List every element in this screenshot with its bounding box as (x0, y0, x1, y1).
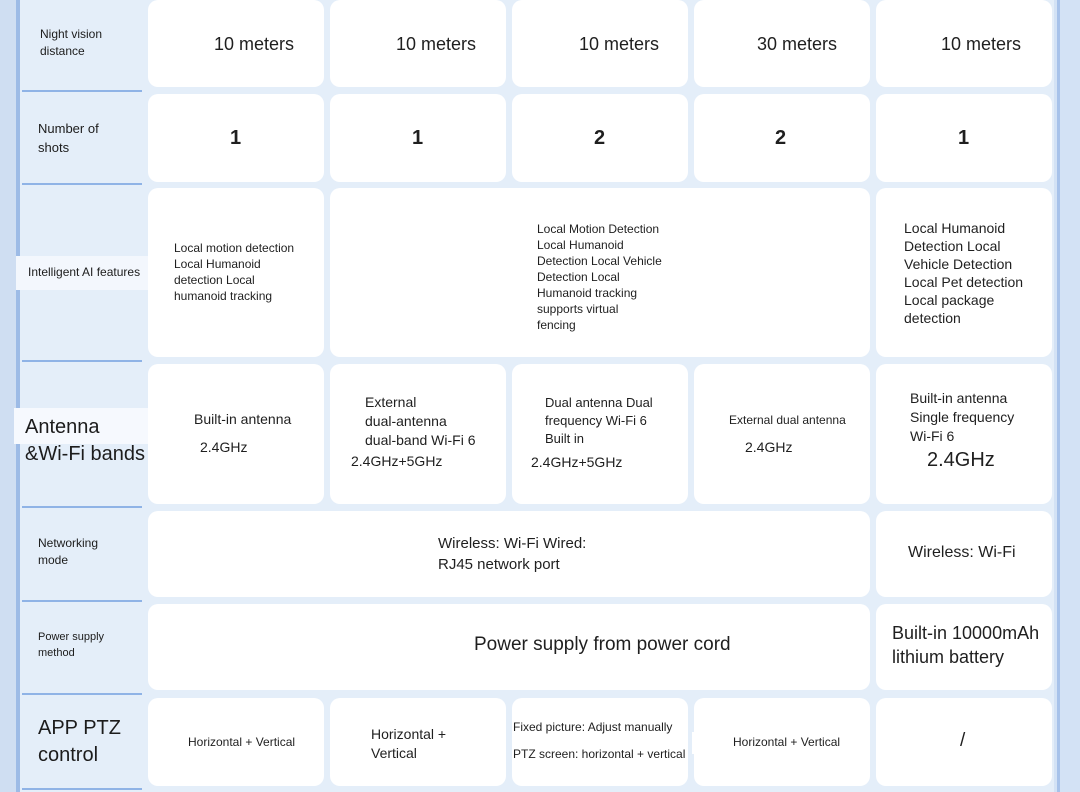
shots-cell-4 (694, 94, 870, 182)
power-cell-1-4 (148, 604, 870, 690)
power-text: Built-in 10000mAh lithium battery (892, 623, 1040, 667)
left-edge-strip (0, 0, 16, 792)
power-text: Power supply from power cord (474, 634, 731, 655)
antenna-band: 2.4GHz (745, 439, 793, 455)
ptz-cell-3 (512, 698, 688, 786)
row-separator (22, 506, 142, 508)
shots-value: 1 (958, 127, 970, 149)
ptz-text: / (960, 730, 966, 751)
ptz-cell-4 (694, 698, 870, 786)
shots-cell-2 (330, 94, 506, 182)
networking-text: Wireless: Wi-Fi (908, 544, 1016, 561)
shots-value: 2 (594, 127, 606, 149)
networking-text: Wireless: Wi-Fi Wired: RJ45 network port (438, 535, 587, 573)
ai-features-text: Local motion detection Local Humanoid detection Local humanoid tracking (174, 241, 295, 303)
antenna-type: Dual antenna Dual frequency Wi-Fi 6 Built in (545, 395, 653, 446)
antenna-cell-4 (694, 364, 870, 504)
antenna-band: 2.4GHz (927, 449, 995, 471)
shots-value: 2 (775, 127, 787, 149)
ptz-cell-5 (876, 698, 1052, 786)
ai-cell-1 (148, 188, 324, 357)
power-cell-5 (876, 604, 1052, 690)
night-vision-cell-5 (876, 0, 1052, 87)
shots-value: 1 (412, 127, 424, 149)
antenna-type: External dual-antenna dual-band Wi-Fi 6 (365, 394, 476, 448)
night-vision-cell-2 (330, 0, 506, 87)
night-vision-cell-4 (694, 0, 870, 87)
shots-cell-1 (148, 94, 324, 182)
antenna-band: 2.4GHz+5GHz (351, 453, 443, 469)
row-label-shots: Number of shots (38, 121, 99, 155)
antenna-band: 2.4GHz (200, 439, 248, 455)
networking-cell-5 (876, 511, 1052, 597)
night-vision-value: 10 meters (579, 34, 660, 54)
row-separator (22, 693, 142, 695)
row-separator (22, 788, 142, 790)
ai-features-text: Local Motion Detection Local Humanoid Detection Local Vehicle Detection Local Humanoid tracking supports virtual fencing (537, 222, 662, 332)
row-label-ai: Intelligent AI features (28, 265, 141, 279)
row-label-networking: Networking mode (38, 536, 99, 568)
ptz-text-fixed: Fixed picture: Adjust manually (513, 720, 673, 734)
shots-cell-5 (876, 94, 1052, 182)
antenna-type: Built-in antenna (194, 411, 292, 427)
antenna-cell-1 (148, 364, 324, 504)
ptz-text: Horizontal + Vertical (733, 735, 841, 749)
ptz-text-ptz: PTZ screen: horizontal + vertical (513, 747, 686, 761)
row-separator (22, 600, 142, 602)
row-label-antenna: Antenna &Wi-Fi bands (25, 416, 146, 465)
night-vision-value: 10 meters (396, 34, 477, 54)
night-vision-cell-1 (148, 0, 324, 87)
ai-features-text: Local Humanoid Detection Local Vehicle Detection Local Pet detection Local package detection (904, 220, 1024, 326)
antenna-cell-2 (330, 364, 506, 504)
right-edge-line (1057, 0, 1060, 792)
ptz-cell-2 (330, 698, 506, 786)
antenna-type: Built-in antenna Single frequency Wi-Fi 6 (910, 390, 1015, 444)
night-vision-value: 10 meters (941, 34, 1022, 54)
ptz-text: Horizontal + Vertical (188, 735, 296, 749)
left-edge-line (16, 0, 20, 792)
night-vision-cell-3 (512, 0, 688, 87)
antenna-type: External dual antenna (729, 413, 846, 427)
night-vision-value: 10 meters (214, 34, 295, 54)
night-vision-value: 30 meters (757, 34, 838, 54)
antenna-band: 2.4GHz+5GHz (531, 454, 623, 470)
networking-cell-1-4 (148, 511, 870, 597)
shots-value: 1 (230, 127, 242, 149)
shots-cell-3 (512, 94, 688, 182)
ai-cell-2-4 (330, 188, 870, 357)
row-separator (22, 360, 142, 362)
ptz-text: Horizontal + Vertical (371, 726, 447, 761)
antenna-cell-3 (512, 364, 688, 504)
ptz-cell-1 (148, 698, 324, 786)
ai-cell-5 (876, 188, 1052, 357)
antenna-cell-5 (876, 364, 1052, 504)
row-label-night-vision: Night vision distance (40, 27, 103, 59)
row-separator (22, 183, 142, 185)
row-label-ptz: APP PTZ control (38, 717, 121, 766)
row-label-power: Power supply method (38, 631, 105, 659)
row-separator (22, 90, 142, 92)
